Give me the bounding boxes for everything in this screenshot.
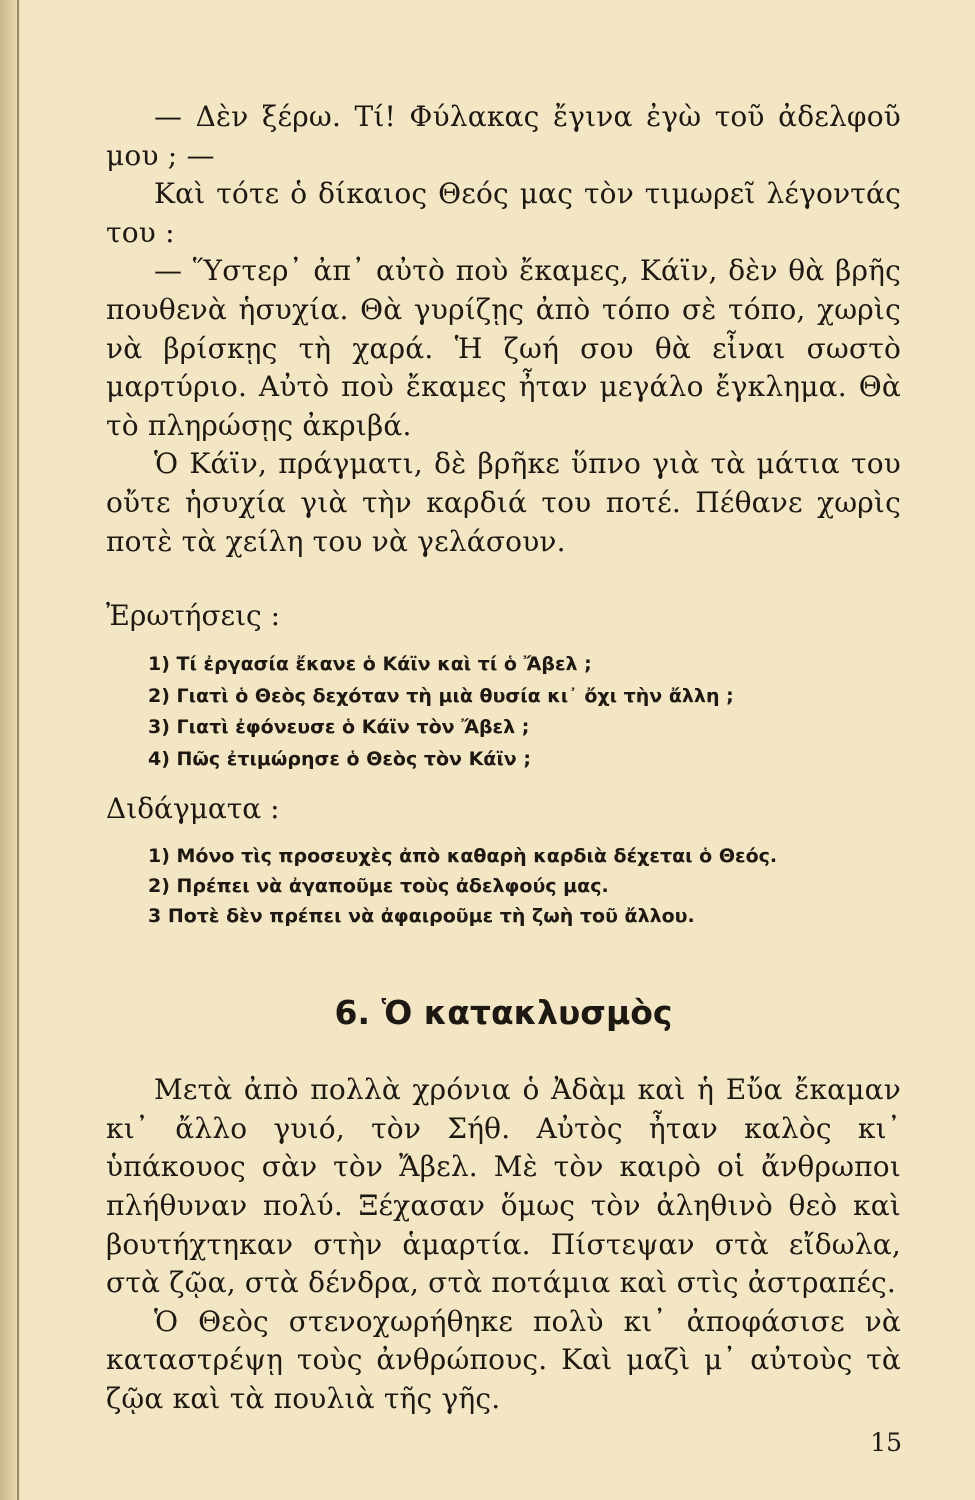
- intro-paragraph-3: — Ὕστερ᾽ ἀπ᾽ αὐτὸ ποὺ ἔκαμες, Κάϊν, δὲν θὰ βρῆς πουθενὰ ἡσυχία. Θὰ γυρίζῃς ἀπὸ τόπο σὲ τόπο, χωρὶς νὰ βρίσκῃς τὴ χαρά. Ἡ ζωή σου θὰ εἶναι σωστὸ μαρτύριο. Αὐτὸ ποὺ ἔκαμες ἦταν μεγάλο ἔγκλημα. Θὰ τὸ πληρώσῃς ἀκριβά.: [106, 254, 901, 442]
- intro-paragraph-1: — Δὲν ξέρω. Τί! Φύλακας ἔγινα ἐγὼ τοῦ ἀδελφοῦ μου ; —: [106, 100, 901, 172]
- intro-paragraph-4: Ὁ Κάϊν, πράγματι, δὲ βρῆκε ὕπνο γιὰ τὰ μάτια του οὔτε ἡσυχία γιὰ τὴν καρδιά του ποτέ. Πέθανε χωρὶς ποτὲ τὰ χείλη του νὰ γελάσουν.: [106, 447, 901, 558]
- question-item-1: 1) Τί ἐργασία ἔκανε ὁ Κάϊν καὶ τί ὁ Ἄβελ ;: [148, 653, 592, 676]
- lessons-list: [106, 841, 901, 931]
- lesson-item-3: 3 Ποτὲ δὲν πρέπει νὰ ἀφαιροῦμε τὴ ζωὴ τοῦ ἄλλου.: [148, 905, 695, 928]
- book-page: [106, 98, 901, 1418]
- lesson-item-1: 1) Μόνο τὶς προσευχὲς ἀπὸ καθαρὴ καρδιὰ δέχεται ὁ Θεός.: [148, 845, 778, 868]
- lesson-item-2: 2) Πρέπει νὰ ἀγαποῦμε τοὺς ἀδελφούς μας.: [148, 875, 609, 898]
- chapter-paragraph-2: Ὁ Θεὸς στενοχωρήθηκε πολὺ κι᾽ ἀποφάσισε νὰ καταστρέψῃ τοὺς ἀνθρώπους. Καὶ μαζὶ μ᾽ αὐτοὺς τὰ ζῷα καὶ τὰ πουλιὰ τῆς γῆς.: [106, 1304, 901, 1415]
- page-number: 15: [870, 1428, 902, 1457]
- question-item-2: 2) Γιατὶ ὁ Θεὸς δεχόταν τὴ μιὰ θυσία κι᾽ ὄχι τὴν ἄλλη ;: [148, 684, 734, 707]
- chapter-paragraph-1: Μετὰ ἀπὸ πολλὰ χρόνια ὁ Ἀδὰμ καὶ ἡ Εὔα ἔκαμαν κι᾽ ἄλλο γυιό, τὸν Σήθ. Αὐτὸς ἦταν καλὸς κι᾽ ὑπάκουος σὰν τὸν Ἄβελ. Μὲ τὸν καιρὸ οἱ ἄνθρωποι πλήθυναν πολύ. Ξέχασαν ὅμως τὸν ἀληθινὸ θεὸ καὶ βουτήχτηκαν στὴν ἁμαρτία. Πίστεψαν στὰ εἴδωλα, στὰ ζῷα, στὰ δένδρα, στὰ ποτάμια καὶ στὶς ἀστραπές.: [106, 1073, 901, 1300]
- questions-heading: Ἐρωτήσεις :: [106, 599, 281, 633]
- page-gutter-line: [17, 0, 19, 1500]
- lessons-heading: Διδάγματα :: [106, 792, 280, 826]
- chapter-title: 6. Ὁ κατακλυσμὸς: [334, 993, 673, 1033]
- intro-paragraph-2: Καὶ τότε ὁ δίκαιος Θεός μας τὸν τιμωρεῖ λέγοντάς του :: [106, 177, 901, 249]
- question-item-4: 4) Πῶς ἐτιμώρησε ὁ Θεὸς τὸν Κάϊν ;: [148, 747, 531, 770]
- question-item-3: 3) Γιατὶ ἐφόνευσε ὁ Κάϊν τὸν Ἄβελ ;: [148, 716, 530, 739]
- questions-list: [106, 649, 901, 775]
